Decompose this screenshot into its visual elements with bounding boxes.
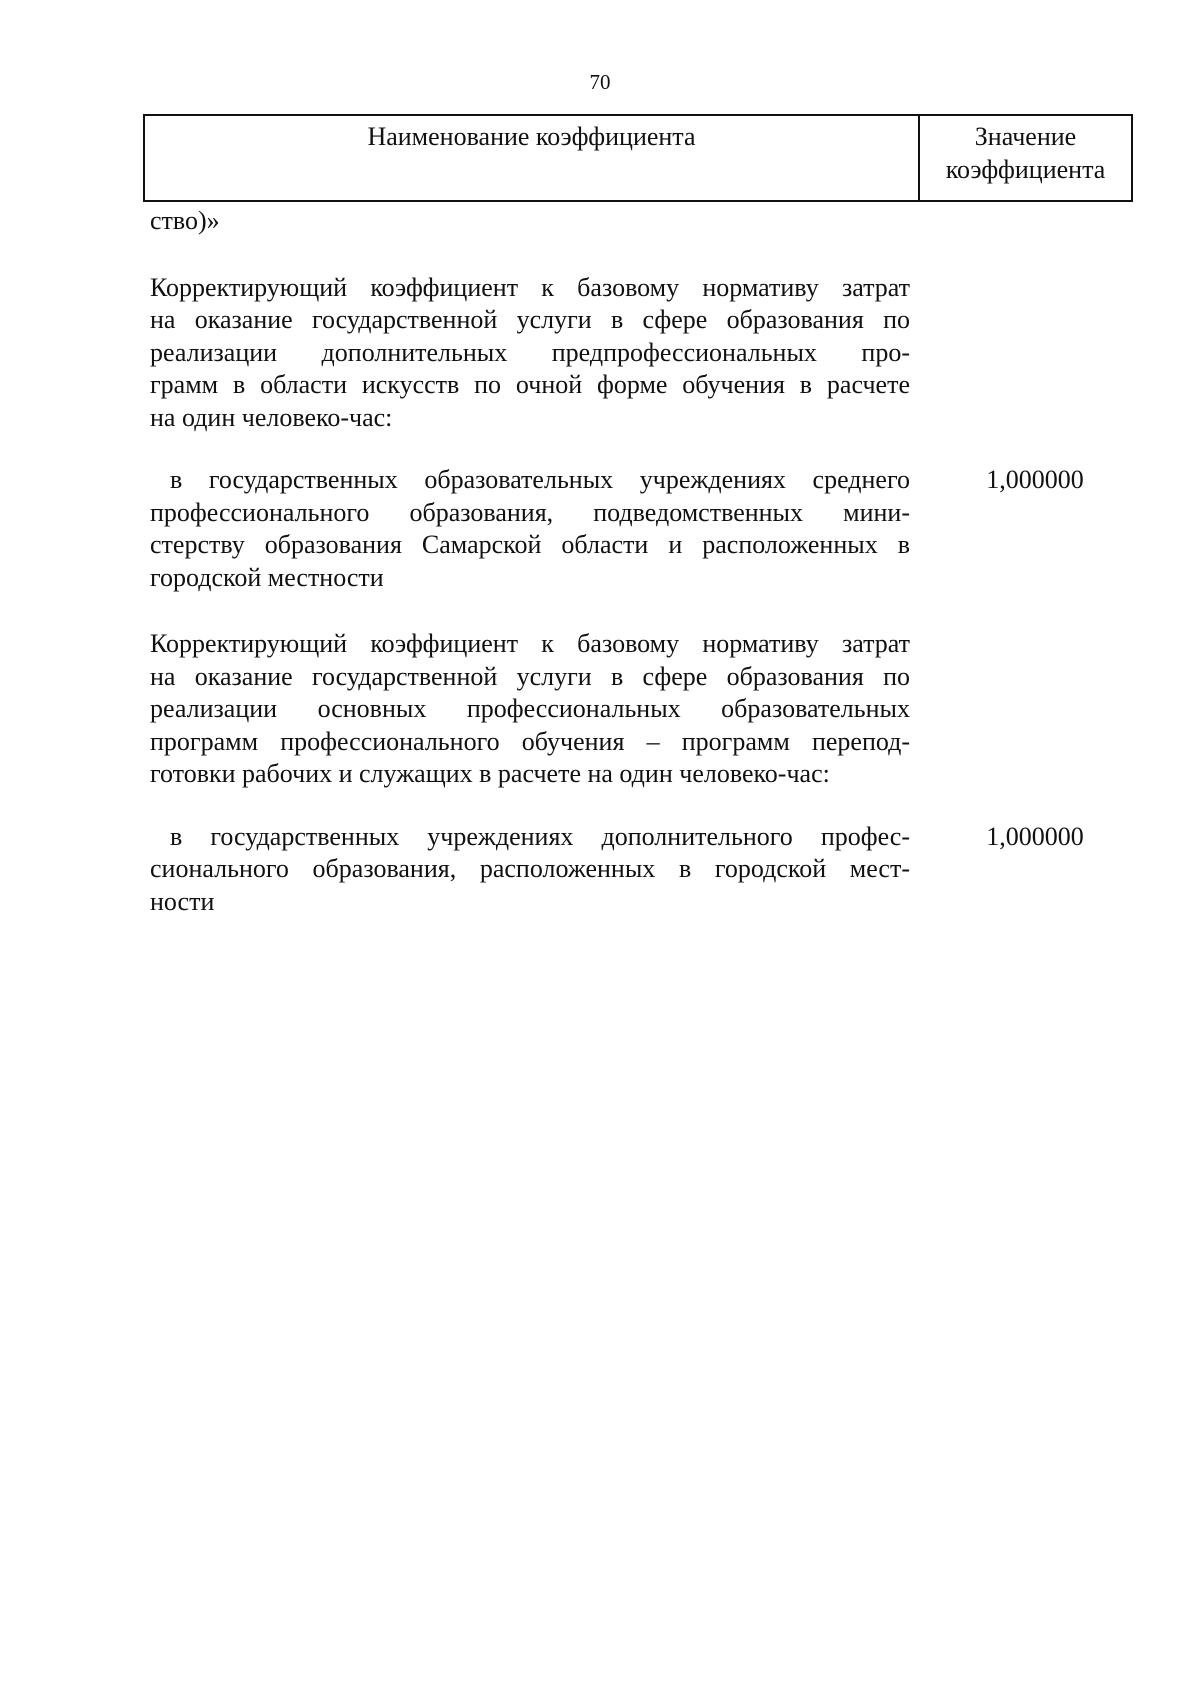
column-header-value	[920, 116, 1131, 200]
heading-line: грамм в области искусств по очной форме обучения в расчете	[150, 370, 910, 399]
column-header-value-line1: Значение	[974, 122, 1077, 151]
heading-line: на один человеко-час:	[150, 402, 393, 432]
column-header-name: Наименование коэффициента	[145, 116, 920, 200]
table-header	[143, 114, 1133, 202]
column-header-value-line2: коэффициента	[945, 155, 1106, 184]
section-2-heading	[150, 628, 910, 791]
section-2	[150, 628, 1140, 791]
item-line: сионального образования, расположенных в городской мест-	[150, 854, 910, 883]
heading-line: на оказание государственной услуги в сфере образования по	[150, 305, 910, 334]
heading-line: реализации дополнительных предпрофессиональных про-	[150, 337, 910, 367]
item-line: в государственных учреждениях дополнительного профес-	[170, 821, 910, 851]
section-1-item-value: 1,000000	[986, 465, 1084, 494]
section-2-item-text	[150, 821, 910, 919]
section-1-item-text	[150, 464, 910, 594]
heading-line: программ профессионального обучения – программ перепод-	[150, 726, 910, 756]
document-body	[150, 205, 1140, 918]
section-2-item	[150, 821, 1140, 919]
item-line: ности	[150, 886, 215, 916]
continuation-text: ство)»	[150, 206, 220, 235]
heading-line: на оказание государственной услуги в сфере образования по	[150, 661, 910, 691]
heading-line: готовки рабочих и служащих в расчете на один человеко-час:	[150, 759, 830, 788]
heading-line: Корректирующий коэффициент к базовому нормативу затрат	[150, 629, 910, 658]
item-line: городской местности	[150, 562, 384, 592]
item-line: профессионального образования, подведомственных мини-	[150, 497, 910, 527]
section-2-item-value: 1,000000	[986, 821, 1084, 851]
heading-line: реализации основных профессиональных образовательных	[150, 694, 910, 723]
section-1-item	[150, 464, 1140, 594]
section-1	[150, 272, 1140, 435]
item-line: стерству образования Самарской области и расположенных в	[150, 530, 910, 559]
page-number: 70	[589, 70, 611, 94]
item-line: в государственных образовательных учреждениях среднего	[170, 465, 910, 494]
section-1-heading	[150, 272, 910, 435]
heading-line: Корректирующий коэффициент к базовому нормативу затрат	[150, 272, 910, 302]
